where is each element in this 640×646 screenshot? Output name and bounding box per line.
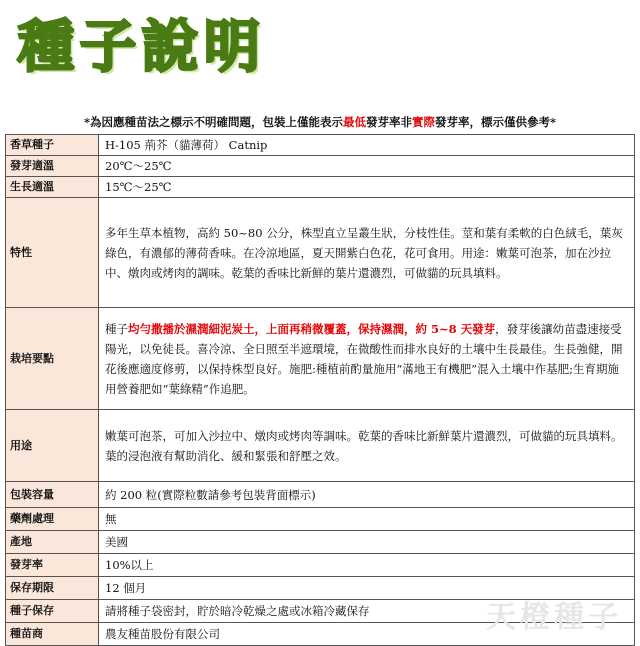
brand-watermark: 天橙種子 [486, 600, 622, 635]
seed-spec-table [5, 134, 635, 646]
row-label: 用途 [6, 410, 99, 482]
row-label: 藥劑處理 [6, 508, 99, 531]
table-row [6, 482, 635, 508]
row-value: 12 個月 [99, 577, 635, 600]
table-row [6, 156, 635, 177]
notice-text-3: 發芽率，標示僅供參考* [435, 115, 557, 129]
row-value: 請將種子袋密封，貯於暗冷乾燥之處或冰箱冷藏保存 [99, 600, 635, 623]
notice-text-2: 發芽率非 [366, 115, 412, 129]
row-value: H-105 荊芥（貓薄荷） Catnip [99, 135, 635, 156]
row-value: 無 [99, 508, 635, 531]
row-value: 15℃～25℃ [99, 177, 635, 198]
notice-text-1: *為因應種苗法之標示不明確問題，包裝上僅能表示 [83, 115, 343, 129]
row-value: 10%以上 [99, 554, 635, 577]
table-row [6, 177, 635, 198]
row-value: 20℃～25℃ [99, 156, 635, 177]
table-row [6, 308, 635, 410]
row-label: 特性 [6, 198, 99, 308]
row-label: 種子保存 [6, 600, 99, 623]
row-label: 產地 [6, 531, 99, 554]
notice-highlight-actual: 實際 [412, 115, 435, 129]
row-value: 嫩葉可泡茶，可加入沙拉中、燉肉或烤肉等調味。乾葉的香味比新鮮葉片還濃烈，可做貓的玩具填料。葉的浸泡液有幫助消化、緩和緊張和舒壓之效。 [99, 410, 635, 482]
notice-highlight-minimum: 最低 [343, 115, 366, 129]
disclaimer-notice [0, 114, 640, 130]
table-row [6, 531, 635, 554]
table-row [6, 410, 635, 482]
page-title: 種子說明 [18, 15, 266, 80]
table-row [6, 135, 635, 156]
table-row [6, 508, 635, 531]
cultivation-text-pre: 種子 [105, 321, 128, 336]
row-value: 農友種苗股份有限公司 [99, 623, 635, 646]
row-label: 種苗商 [6, 623, 99, 646]
row-label: 保存期限 [6, 577, 99, 600]
row-value: 美國 [99, 531, 635, 554]
table-row [6, 554, 635, 577]
row-label: 發芽適溫 [6, 156, 99, 177]
row-label: 香草種子 [6, 135, 99, 156]
cultivation-highlight: 均勻撒播於濕潤細泥炭土，上面再稍微覆蓋，保持濕潤，約 5~8 天發芽 [128, 321, 496, 336]
row-label: 包裝容量 [6, 482, 99, 508]
row-value: 多年生草本植物，高約 50~80 公分，株型直立呈叢生狀，分枝性佳。莖和葉有柔軟的白色絨毛，葉灰綠色，有濃郁的薄荷香味。在冷涼地區，夏天開紫白色花，花可食用。用途：嫩葉可泡茶，加在沙拉中、燉肉或烤肉的調味。乾葉的香味比新鮮的葉片還濃烈，可做貓的玩具填料。 [99, 198, 635, 308]
row-label: 發芽率 [6, 554, 99, 577]
row-label: 生長適溫 [6, 177, 99, 198]
row-value: 約 200 粒(實際粒數請參考包裝背面標示) [99, 482, 635, 508]
cultivation-text-post: ，發芽後讓幼苗盡速接受陽光，以免徒長。喜冷涼、全日照至半遮環境，在微酸性而排水良好的土壤中生長最佳。生長強健，開花後應適度修剪，以保持株型良好。施肥:種植前酌量施用“滿地王有機肥”混入土壤中作基肥;生育期施用營養肥如“葉綠精”作追肥。 [105, 321, 623, 396]
row-value [99, 308, 635, 410]
table-row [6, 198, 635, 308]
row-label: 栽培要點 [6, 308, 99, 410]
